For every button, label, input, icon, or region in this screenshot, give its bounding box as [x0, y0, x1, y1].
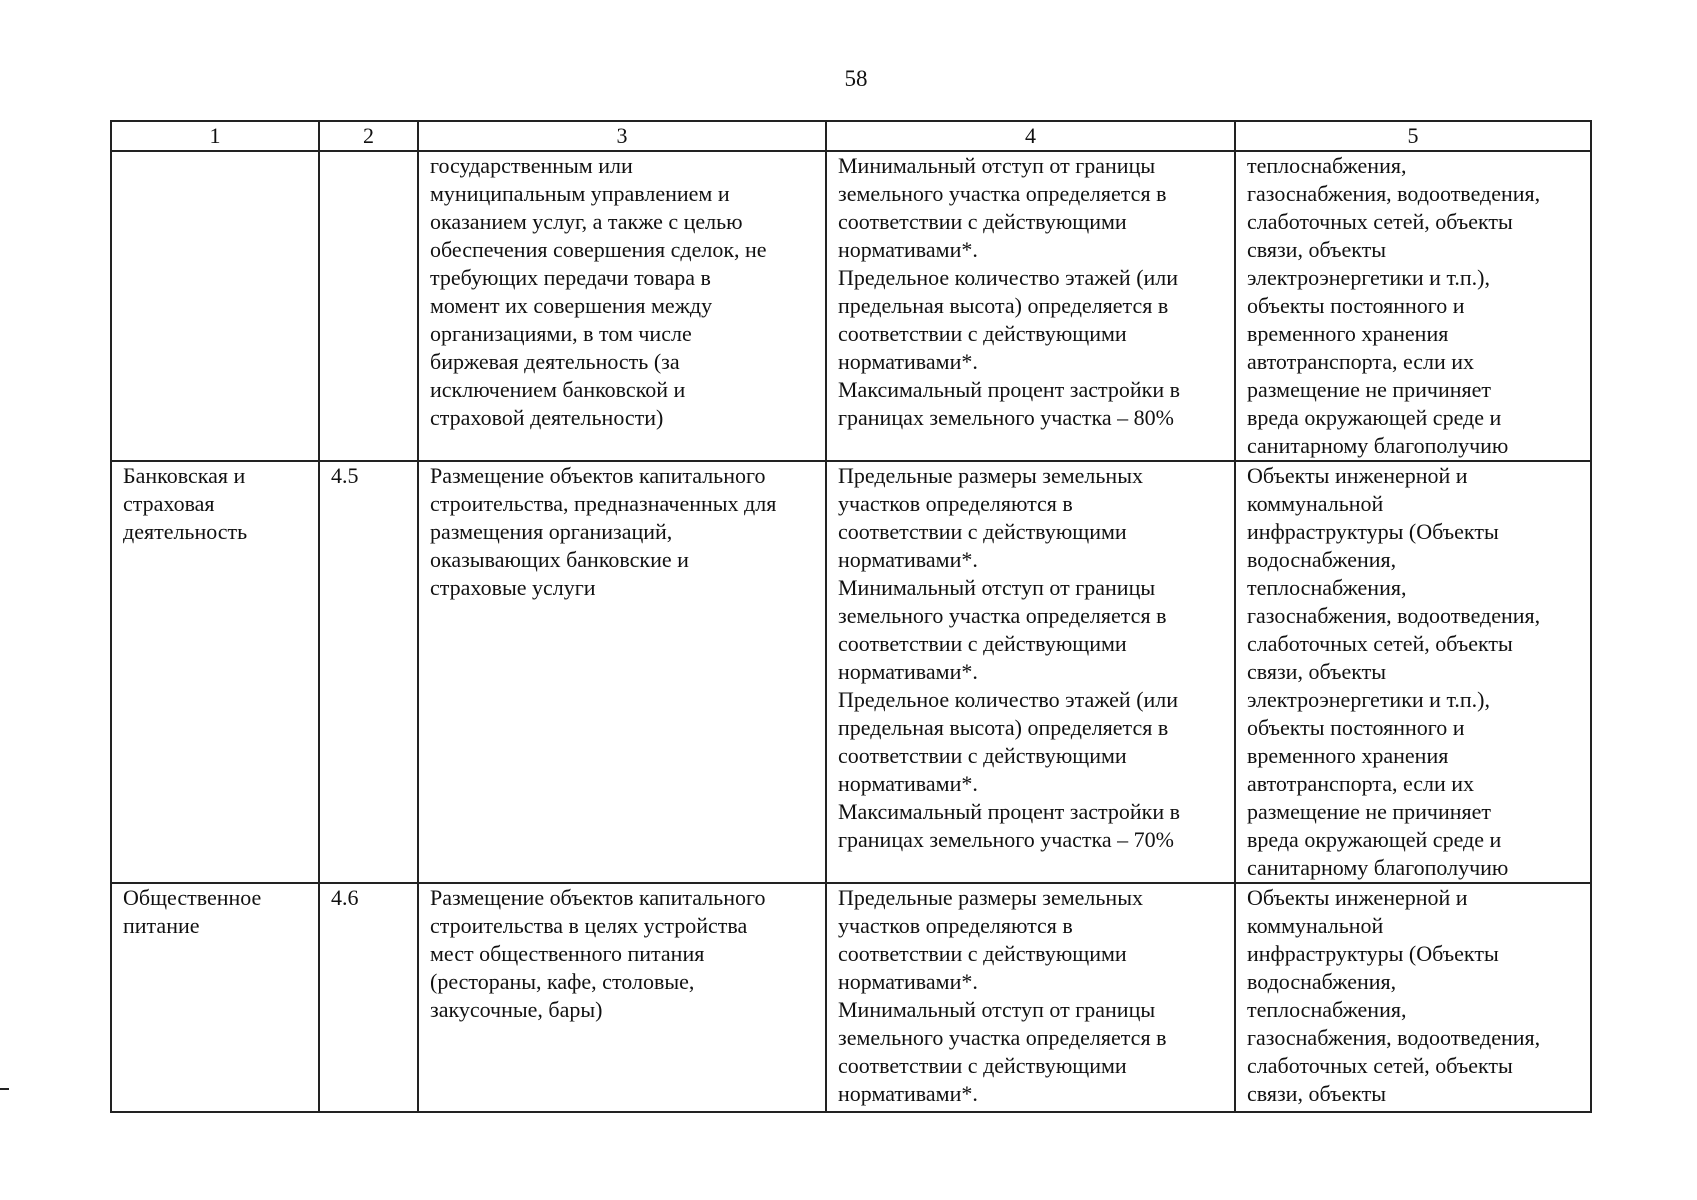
- cell-col-2: [319, 151, 418, 461]
- cell-line: строительства, предназначенных для: [430, 491, 777, 516]
- cell-col-3: [418, 883, 826, 1112]
- cell-col-1: [111, 151, 319, 461]
- cell-col-5: [1235, 883, 1591, 1112]
- cell-text: [331, 884, 409, 912]
- cell-line: нормативами*.: [838, 1081, 978, 1106]
- cell-text: [123, 462, 310, 546]
- cell-line: инфраструктуры (Объекты: [1247, 941, 1499, 966]
- cell-line: организациями, в том числе: [430, 321, 692, 346]
- cell-line: Минимальный отступ от границы: [838, 997, 1156, 1022]
- header-col-4: 4: [826, 121, 1235, 151]
- cell-line: автотранспорта, если их: [1247, 771, 1475, 796]
- cell-line: временного хранения: [1247, 743, 1449, 768]
- cell-line: исключением банковской и: [430, 377, 686, 402]
- cell-line: оказанием услуг, а также с целью: [430, 209, 743, 234]
- cell-line: водоснабжения,: [1247, 969, 1397, 994]
- cell-line: нормативами*.: [838, 547, 978, 572]
- cell-line: соответствии с действующими: [838, 1053, 1127, 1078]
- cell-line: газоснабжения, водоотведения,: [1247, 603, 1541, 628]
- cell-line: Размещение объектов капитального: [430, 463, 766, 488]
- cell-col-5: [1235, 151, 1591, 461]
- cell-text: [838, 462, 1226, 854]
- cell-line: Размещение объектов капитального: [430, 885, 766, 910]
- cell-line: связи, объекты: [1247, 659, 1387, 684]
- cell-line: автотранспорта, если их: [1247, 349, 1475, 374]
- cell-line: соответствии с действующими: [838, 743, 1127, 768]
- cell-line: предельная высота) определяется в: [838, 293, 1169, 318]
- header-row: [111, 121, 1591, 151]
- cell-line: размещение не причиняет: [1247, 799, 1492, 824]
- cell-line: муниципальным управлением и: [430, 181, 730, 206]
- cell-line: земельного участка определяется в: [838, 1025, 1167, 1050]
- cell-line: Минимальный отступ от границы: [838, 575, 1156, 600]
- cell-col-2: [319, 461, 418, 883]
- cell-line: коммунальной: [1247, 491, 1384, 516]
- cell-line: связи, объекты: [1247, 1081, 1387, 1106]
- cell-line: теплоснабжения,: [1247, 153, 1407, 178]
- cell-line: санитарному благополучию: [1247, 855, 1509, 880]
- cell-line: Объекты инженерной и: [1247, 463, 1468, 488]
- cell-line: газоснабжения, водоотведения,: [1247, 1025, 1541, 1050]
- cell-line: нормативами*.: [838, 237, 978, 262]
- cell-line: соответствии с действующими: [838, 321, 1127, 346]
- cell-line: участков определяются в: [838, 491, 1073, 516]
- cell-line: закусочные, бары): [430, 997, 603, 1022]
- cell-col-4: [826, 883, 1235, 1112]
- cell-line: требующих передачи товара в: [430, 265, 711, 290]
- cell-col-2: [319, 883, 418, 1112]
- cell-line: земельного участка определяется в: [838, 181, 1167, 206]
- cell-line: соответствии с действующими: [838, 631, 1127, 656]
- cell-col-3: [418, 151, 826, 461]
- header-col-3: 3: [418, 121, 826, 151]
- cell-text: [430, 152, 817, 432]
- cell-text: [430, 884, 817, 1024]
- cell-line: оказывающих банковские и: [430, 547, 689, 572]
- cell-line: Максимальный процент застройки в: [838, 377, 1180, 402]
- cell-line: Предельное количество этажей (или: [838, 265, 1179, 290]
- cell-line: Предельное количество этажей (или: [838, 687, 1179, 712]
- cell-line: объекты постоянного и: [1247, 293, 1465, 318]
- cell-line: Минимальный отступ от границы: [838, 153, 1156, 178]
- cell-col-1: [111, 883, 319, 1112]
- cell-text: [838, 884, 1226, 1108]
- cell-col-5: [1235, 461, 1591, 883]
- cell-line: питание: [123, 913, 200, 938]
- cell-line: вреда окружающей среде и: [1247, 827, 1502, 852]
- cell-line: Предельные размеры земельных: [838, 463, 1143, 488]
- cell-line: теплоснабжения,: [1247, 575, 1407, 600]
- cell-text: [1247, 884, 1582, 1108]
- cell-line: объекты постоянного и: [1247, 715, 1465, 740]
- cell-text: [1247, 462, 1582, 882]
- cell-line: электроэнергетики и т.п.),: [1247, 687, 1490, 712]
- table-body: [111, 151, 1591, 1112]
- header-col-5: 5: [1235, 121, 1591, 151]
- cell-line: момент их совершения между: [430, 293, 713, 318]
- cell-line: границах земельного участка – 70%: [838, 827, 1174, 852]
- margin-mark: [0, 1088, 9, 1090]
- cell-line: газоснабжения, водоотведения,: [1247, 181, 1541, 206]
- cell-line: строительства в целях устройства: [430, 913, 748, 938]
- cell-line: водоснабжения,: [1247, 547, 1397, 572]
- cell-line: мест общественного питания: [430, 941, 705, 966]
- cell-line: участков определяются в: [838, 913, 1073, 938]
- cell-text: [430, 462, 817, 602]
- cell-col-1: [111, 461, 319, 883]
- cell-line: нормативами*.: [838, 771, 978, 796]
- cell-line: государственным или: [430, 153, 633, 178]
- cell-text: [123, 884, 310, 940]
- cell-line: электроэнергетики и т.п.),: [1247, 265, 1490, 290]
- cell-line: связи, объекты: [1247, 237, 1387, 262]
- cell-text: [1247, 152, 1582, 460]
- cell-col-4: [826, 151, 1235, 461]
- table-row-banking: [111, 461, 1591, 883]
- cell-line: Предельные размеры земельных: [838, 885, 1143, 910]
- cell-col-4: [826, 461, 1235, 883]
- cell-line: 4.6: [331, 885, 359, 910]
- cell-col-3: [418, 461, 826, 883]
- cell-text: [838, 152, 1226, 432]
- cell-line: страховой деятельности): [430, 405, 664, 430]
- cell-line: Банковская и: [123, 463, 246, 488]
- land-use-table: [110, 120, 1592, 1113]
- cell-line: теплоснабжения,: [1247, 997, 1407, 1022]
- table-row-continuation: [111, 151, 1591, 461]
- cell-line: обеспечения совершения сделок, не: [430, 237, 767, 262]
- header-col-2: 2: [319, 121, 418, 151]
- cell-line: санитарному благополучию: [1247, 433, 1509, 458]
- page-number: 58: [844, 66, 868, 91]
- cell-line: слаботочных сетей, объекты: [1247, 1053, 1513, 1078]
- cell-line: вреда окружающей среде и: [1247, 405, 1502, 430]
- cell-line: коммунальной: [1247, 913, 1384, 938]
- cell-line: Максимальный процент застройки в: [838, 799, 1180, 824]
- cell-line: нормативами*.: [838, 969, 978, 994]
- cell-line: биржевая деятельность (за: [430, 349, 680, 374]
- header-col-1: 1: [111, 121, 319, 151]
- cell-line: инфраструктуры (Объекты: [1247, 519, 1499, 544]
- cell-line: Объекты инженерной и: [1247, 885, 1468, 910]
- cell-line: соответствии с действующими: [838, 519, 1127, 544]
- cell-text: [331, 462, 409, 490]
- cell-line: размещения организаций,: [430, 519, 673, 544]
- cell-line: временного хранения: [1247, 321, 1449, 346]
- cell-line: нормативами*.: [838, 659, 978, 684]
- cell-line: слаботочных сетей, объекты: [1247, 631, 1513, 656]
- cell-line: 4.5: [331, 463, 359, 488]
- cell-line: деятельность: [123, 519, 248, 544]
- cell-line: размещение не причиняет: [1247, 377, 1492, 402]
- cell-line: (рестораны, кафе, столовые,: [430, 969, 695, 994]
- cell-line: границах земельного участка – 80%: [838, 405, 1174, 430]
- cell-line: нормативами*.: [838, 349, 978, 374]
- cell-line: соответствии с действующими: [838, 209, 1127, 234]
- cell-line: слаботочных сетей, объекты: [1247, 209, 1513, 234]
- table-row-public-catering: [111, 883, 1591, 1112]
- cell-line: предельная высота) определяется в: [838, 715, 1169, 740]
- cell-line: страховые услуги: [430, 575, 596, 600]
- cell-line: страховая: [123, 491, 215, 516]
- cell-line: земельного участка определяется в: [838, 603, 1167, 628]
- cell-line: Общественное: [123, 885, 262, 910]
- cell-line: соответствии с действующими: [838, 941, 1127, 966]
